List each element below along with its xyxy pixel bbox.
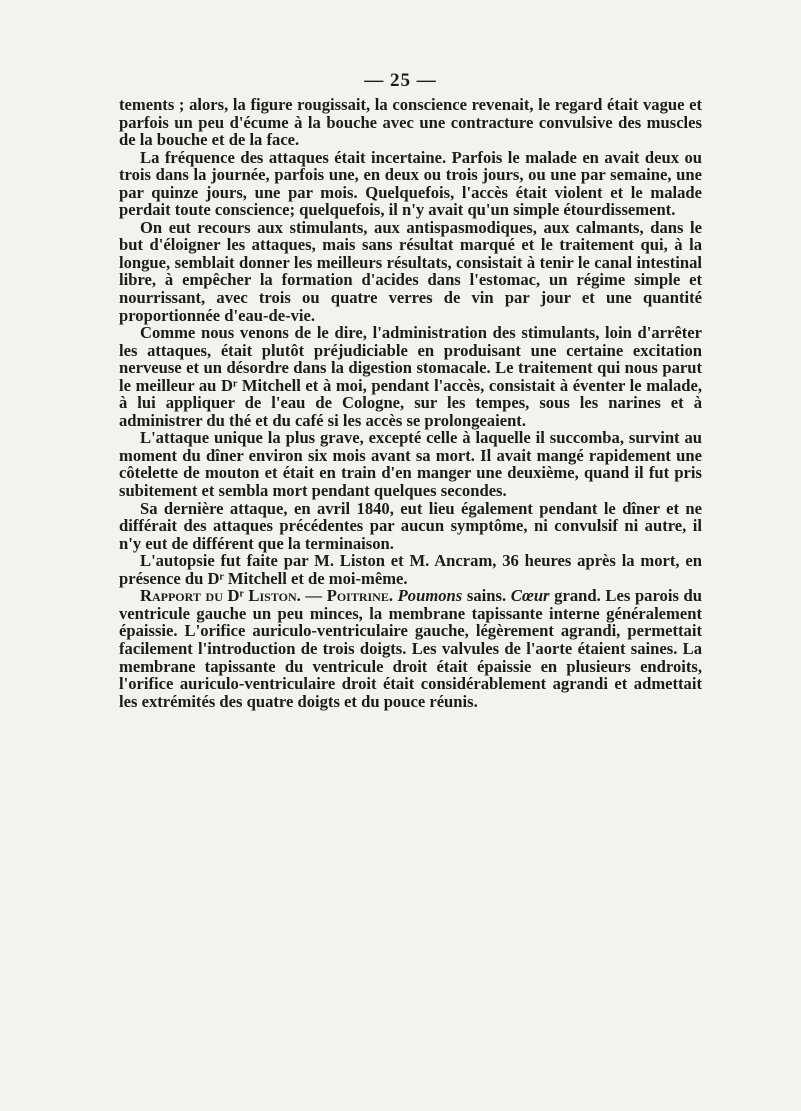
paragraph: La fréquence des attaques était incertaine. Parfois le malade en avait deux ou trois dans la journée, parfois une, en deux ou trois jours, ou une par semaine, une par quinze jours, une par mois. Quelquefois, l'accès était violent et le malade perdait toute conscience; quelquefois, il n'y avait qu'un simple étourdissement.	[119, 147, 702, 220]
page-number: — 25 —	[364, 70, 437, 91]
report-text-heart: grand. Les parois du ventricule gauche un peu minces, la membrane tapissante interne généralement épaissie. L'orifice auriculo-ventriculaire gauche, légèrement agrandi, permettait facilement l'introduction de trois doigts. Les valvules de l'aorte étaient saines. La membrane tapissante du ventricule droit était épaissie en plusieurs endroits, l'orifice auriculo-ventriculaire droit était considérablement agrandi et admettait les extrémités des quatre doigts et du pouce réunis.	[119, 586, 703, 711]
paragraph: Comme nous venons de le dire, l'administration des stimulants, loin d'arrêter les attaques, était plutôt préjudiciable en produisant une certaine excitation nerveuse et un désordre dans la digestion stomacale. Le traitement qui nous parut le meilleur au Dʳ Mitchell et à moi, pendant l'accès, consistait à éventer le malade, à lui appliquer de l'eau de Cologne, sur les tempes, sous les narines et à administrer du thé et du café si les accès se prolongeaient.	[119, 323, 702, 430]
body-text	[119, 96, 702, 710]
report-term-heart: Cœur	[510, 586, 550, 606]
paragraph: Sa dernière attaque, en avril 1840, eut lieu également pendant le dîner et ne différait des attaques précédentes par aucun symptôme, ni convulsif ni autre, il n'y eut de différent que la terminaison.	[119, 498, 702, 553]
report-term-lungs: Poumons	[397, 586, 463, 606]
report-heading: Rapport du Dʳ Liston.	[140, 586, 301, 606]
paragraph: tements ; alors, la figure rougissait, la conscience revenait, le regard était vague et parfois un peu d'écume à la bouche avec une contracture convulsive des muscles de la bouche et de la face.	[119, 95, 702, 150]
paragraph: On eut recours aux stimulants, aux antispasmodiques, aux calmants, dans le but d'éloigner les attaques, mais sans résultat marqué et le traitement qui, à la longue, semblait donner les meilleurs résultats, consistait à tenir le canal intestinal libre, à empêcher la formation d'acides dans l'estomac, un régime simple et nourrissant, avec trois ou quatre verres de vin par jour et une quantité proportionnée d'eau-de-vie.	[119, 217, 702, 325]
report-section: Poitrine.	[326, 586, 393, 606]
report-dash: —	[300, 586, 327, 606]
report-text-lungs: sains.	[462, 586, 511, 606]
paragraph: L'autopsie fut faite par M. Liston et M. Ancram, 36 heures après la mort, en présence du Dʳ Mitchell et de moi-même.	[119, 551, 702, 588]
paragraph: L'attaque unique la plus grave, excepté celle à laquelle il succomba, survint au moment du dîner environ six mois avant sa mort. Il avait mangé rapidement une côtelette de mouton et était en train d'en manger une deuxième, quand il fut pris subitement et sembla mort pendant quelques secondes.	[119, 428, 702, 501]
report-paragraph	[119, 587, 702, 710]
